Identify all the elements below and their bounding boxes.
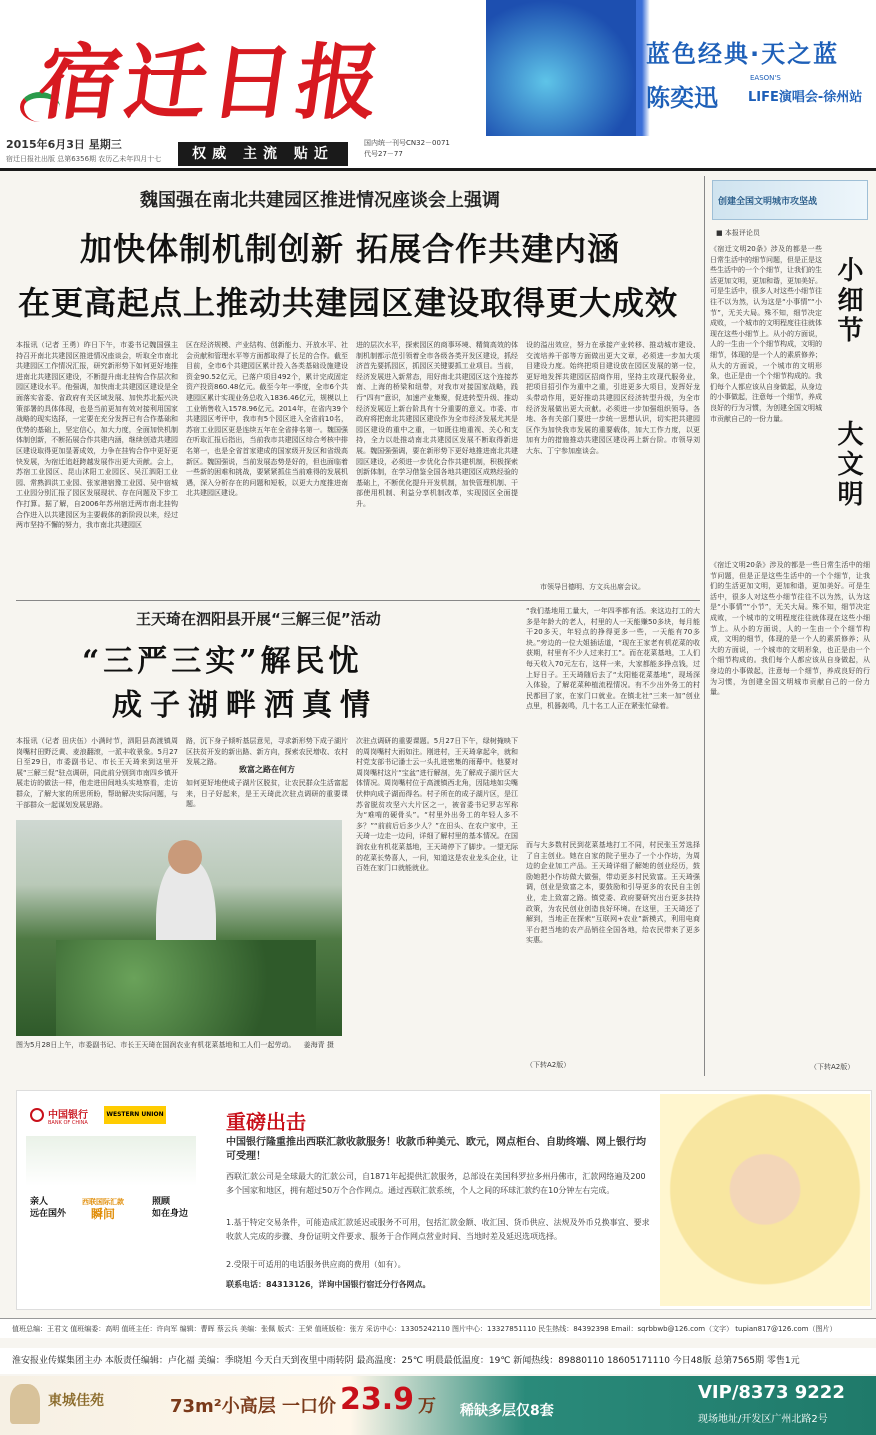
story1-headline-1: 加快体制机制创新 拓展合作共建内涵	[80, 230, 621, 268]
story2-column-1: 本报讯（记者 田庆伍）小满时节，泗阳县高渡镇周岗嘴村田野泛黄、麦浪翻滚，一派丰收景象。5月27日至29日，市委副书记、市长王天琦来到这里开展“三解三促”驻点调研，同此前分别到市南四乡镇开展走访的做法一样，他走进田间地头实地察看，走访群众，了解大家的所思所盼，帮助解决实际问题，与干部群众一起谋划发展思路。	[16, 737, 178, 809]
bottom-advertisement[interactable]	[0, 1376, 876, 1435]
photo-crops	[56, 940, 316, 1036]
ad-liquor-brand: 蓝色经典·天之蓝	[646, 40, 840, 68]
photo-caption	[16, 1040, 342, 1050]
issue-subline: 宿迁日报社出版 总第6356期 农历乙未年四月十七	[6, 155, 162, 163]
story-divider	[16, 600, 700, 601]
footer-info-bar: 淮安报业传媒集团主办 本版责任编辑：卢化福 美编：季晓旭 今天白天到夜里中雨转阴 最高温度：25℃ 明晨最低温度：19℃ 新闻热线：89880110 18605171110 今日48版 总第7565期 零售1元	[0, 1348, 876, 1374]
bank-ad-subtitle: 中国银行隆重推出西联汇款收款服务！收款币种美元、欧元，网点柜台、自助终端、网上银行均可受理！	[226, 1137, 646, 1162]
singer-figure-image	[486, 0, 636, 136]
story2-column-2b: 如何更好地使成子湖片区脱贫，让农民群众生活富起来，日子好起来，是王天琦此次驻点调研的重要课题。	[186, 779, 348, 809]
tag-right-2: 如在身边	[152, 1209, 189, 1219]
story2-subhead: 致富之路在何方	[239, 765, 295, 774]
ad-singer-name: 陈奕迅	[646, 84, 718, 112]
story1-column-3: 进的层次水平，探索园区的商事环境、精简高效的体制机制都示范引领着全市各级各类开发区建设，抓经济首先要抓园区，抓园区关键要抓工业项目。当前，经济发展进入新常态，用好南北共建园区这个连接苏南、上海的桥梁和纽带，对我市对接国家战略，践行“四有”意识，加速产业集聚，促进转型升级、推动经济发展迈上新台阶具有十分重要的意义。市委、市政府将把南北共建园区建设作为全市经济发展尤其是园区建设的重中之重，一如既往地重视、关心和支持，全力以赴推动南北共建园区发展不断取得新进展。魏国强强调，要在新形势下更好地推进南北共建园区建设，必须进一步优化合作共建机制，积极探索创新体制，在学习借鉴全国各地共建园区成熟经验的基础上，不断优化提升开发机制，加快管理机制、干部使用机制、利益分享机制改革，实现园区全面提升。	[356, 341, 518, 508]
farm-work-photo	[16, 820, 342, 1036]
estate-price-unit: 万	[418, 1396, 436, 1417]
photo-caption-text: 图为5月28日上午，市委副书记、市长王天琦在国润农业有机花菜基地和工人们一起劳动。	[16, 1041, 296, 1049]
story1-byline: 市领导吕德明、方文兵出席会议。	[540, 583, 645, 591]
story2-headline-1: “三严三实”解民忧	[82, 644, 363, 679]
story1-headline-2: 在更高起点上推动共建园区建设取得更大成效	[18, 284, 679, 322]
bank-ad-para-1: 西联汇款公司是全球最大的汇款公司，自1871年起提供汇款服务，总部设在美国科罗拉多州丹佛市，汇款网络遍及200多个国家和地区，拥有超过50万个合作网点。通过西联汇款系统，个人之间的环球汇款约在10分钟左右完成。	[226, 1172, 646, 1195]
sidebar-title-2: 大文明	[833, 420, 863, 510]
sidebar-rule	[704, 176, 705, 1076]
story1-column-1: 本报讯（记者 王勇）昨日下午，市委书记魏国强主持召开南北共建园区推进情况座谈会，听取全市南北共建园区工作情况汇报，研究新形势下如何更好地推进南北共建园区建设，不断提升南北挂钩合作层次和园区建设水平。他强调，加快南北共建园区建设是全面落实省委、省政府有关区域发展、加快苏北振兴决策部署的具体体现，也是当前更加有效对接利用国家战略的现实选择，一定要在充分发挥已有合作基础和优势的基础上，坚定信心，加大力度，全面加快机制体制创新，不断拓展合作共建内涵，继续创造共建园区建设取得更加显著成效，力争在挂钩合作中更好更快发展，为宿迁追赶跨越发展作出更大贡献。会上，苏宿工业园区、昆山沭阳工业园区、吴江泗阳工业园、常熟泗洪工业园、张家港宿豫工业园、吴中宿城工业园分别汇报了园区发展现状、存在问题及下步工作打算。据了解，自2006年苏州宿迁两市南北挂钩合作进入以共建园区为主要载体的新阶段以来，经过两市坚持不懈的努力，我市南北共建园区	[16, 341, 178, 530]
story2-column-5: 而与大多数村民到花菜基地打工不同，村民张玉芳选择了自主创业。她在自家的院子里办了一个小作坊，为周边的企业加工产品。王天琦详细了解她的创业经历，鼓励她把小作坊做大做强，带动更多村民致富。王天琦强调，创业是致富之本，要鼓励和引导更多的农民自主创业，走上致富之路。镇党委、政府要研究出台更多扶持政策，为农民创业创造良好环境。在这里，王天琦还了解到，当地正在探索“互联网+农业”新模式，利用电商平台把当地的农产品销往全国各地，给农民带来了更多实惠。	[526, 841, 700, 945]
sidebar-text-bottom: 《宿迁文明20条》涉及的都是一些日常生活中的细节问题，但是正是这些生活中的一个个细节，让我们的生活更加文明，更加和谐，更加美好。可是生活中，很多人对这些小细节往往不以为然，认为这是“小事情”“小节”，无关大局。殊不知，细节决定成败，一个城市的文明程度往往就体现在这些小细节上。从小的方面说，人的一生由一个个细节构成，文明的细节，体现的是一个人的素质修养；从大的方面说，一个城市的文明形象，也正是由一个个细节构成的。我们每个人都应该从自身做起，从身边的小事做起，注意每一个细节，养成良好的行为习惯，为创建全国文明城市贡献自己的一份力量。	[710, 561, 870, 697]
tag-right	[152, 1196, 188, 1220]
tag-mid	[82, 1196, 124, 1220]
ad-eason-label: EASON'S	[750, 74, 781, 82]
photo-person-head	[168, 840, 202, 874]
bank-ad-para-3: 2.受限于可适用的电话服务供应商的费用（如有）。	[226, 1260, 406, 1269]
story1-kicker: 魏国强在南北共建园区推进情况座谈会上强调	[140, 190, 500, 211]
sidebar-text-top: 《宿迁文明20条》涉及的都是一些日常生活中的细节问题，但是正是这些生活中的一个个细节，让我们的生活更加文明，更加和谐，更加美好。可是生活中，很多人对这些小细节往往不以为然，认为这是“小事情”“小节”，无关大局。殊不知，细节决定成败，一个城市的文明程度往往就体现在这些小细节上。从小的方面说，人的一生由一个个细节构成，文明的细节，体现的是一个人的素质修养；从大的方面说，一个城市的文明形象，也正是由一个个细节构成的。我们每个人都应该从自身做起，从身边的小事做起，注意每一个细节，养成良好的行为习惯，为创建全国文明城市贡献自己的一份力量。	[710, 245, 822, 423]
sidebar-title-1: 小细节	[833, 256, 863, 346]
issn-number: 国内统一刊号CN32－0071	[364, 139, 450, 147]
tag-left-1: 亲人	[30, 1197, 49, 1207]
story2-column-2: 路，沉下身子倾听基层意见，寻求新形势下成子湖片区扶贫开发的新出路、新方向，探索农民增收、农村发展之路。	[186, 737, 348, 767]
story2-column-4: “我们基地用工量大，一年四季都有活。来这边打工的大多是年龄大的老人，村里的人一天能赚50多块，每月能干20多天，年轻点的挣得更多一些，一天能有70多块。”旁边的一位大姐插话道，“现在王家老有机花菜的收获期，村里有不少人过来打工”。而在花菜基地，工人们每天收入70元左右，这样一来，大家都能多挣点钱，过上好日子。王天琦随后去了“太阳能花菜基地”，现场深入体验，了解花菜种植流程情况。有不少出外务工的村民都回了家，在家门口就业。在镇北社“三来一加”创业点里，机器轰鸣，几十名工人正在紧张忙碌着。	[526, 607, 700, 711]
masthead-rule	[0, 168, 876, 171]
story2-headline-2: 成子湖畔洒真情	[112, 688, 378, 723]
estate-mid: 稀缺多层仅8套	[460, 1403, 554, 1419]
tag-left	[30, 1196, 66, 1220]
sidebar-continued: （下转A2版）	[810, 1063, 855, 1071]
story2-column-3: 次驻点调研的重要课题。5月27日下午，绿树掩映下的周岗嘴村大雨如注。刚进村，王天琦拿起伞，就和村党支部书记潘士云一头扎进密集的雨幕中。他要对周岗嘴村这片“宝盆”进行解剖，先了解成子湖片区大体情况。周岗嘴村位于高渡镇西北角，因陆地如尖嘴伏伸向成子湖而得名。村子所在的成子湖片区，是江苏省脱贫攻坚六大片区之一，被省委书记罗志军称为“难啃的硬骨头”。“村里外出务工的年轻人多不多？”“前前后后多少人？”在田头、在农户家中，王天琦一边走一边问，详细了解村里的基本情况。在国润农业有机花菜基地，王天琦停下了脚步。一望无际的花菜长势喜人，一问，知道这是农业龙头企业，让百姓在家门口就能就业。	[356, 737, 518, 873]
photo-credit: 姜海青 摄	[303, 1041, 334, 1049]
sidebar-label: ■ 本报评论员	[716, 229, 760, 237]
editor-credits: 值班总编：王君文 值班编委：高明 值班主任：许向军 编辑：曹晖 蔡云兵 美编：张佩 版式：王荣 值班版检：张方 采访中心：13305242110 图片中心：13327851110 民生热线：84392398 Email：sqrbbwb@126.com（文字） tupian817@126.com（图片）	[0, 1318, 876, 1338]
tag-right-1: 照顾	[152, 1197, 171, 1207]
tag-mid-2: 瞬间	[90, 1207, 115, 1221]
estate-price: 23.9	[340, 1382, 415, 1417]
estate-address: 现场地址/开发区广州北路2号	[698, 1414, 828, 1425]
bank-of-china-icon	[30, 1108, 44, 1122]
estate-slogan: 73m²小高层 一口价	[170, 1396, 336, 1417]
slogan-banner: 权威 主流 贴近	[178, 142, 348, 166]
bank-brand-en: BANK OF CHINA	[48, 1120, 88, 1126]
bank-ad-contact: 联系电话：84313126，详询中国银行宿迁分行各网点。	[226, 1280, 431, 1289]
newspaper-logo: 宿迁日报	[32, 35, 390, 131]
building-icon	[10, 1384, 40, 1424]
estate-brand: 東城佳苑	[48, 1393, 104, 1409]
estate-vip: VIP/8373 9222	[698, 1382, 845, 1403]
bank-ad-title: 重磅出击	[226, 1110, 306, 1134]
tag-left-2: 远在国外	[30, 1209, 67, 1219]
sidebar-banner-text: 创建全国文明城市攻坚战	[718, 197, 818, 207]
story1-column-4: 设的溢出效应，努力在承接产业转移、推动城市建设、交流培养干部等方面做出更大文章，必须进一步加大项目建设力度。始终把项目建设放在园区发展的第一位，更好地发挥共建园区招商作用，坚持主攻现代服务业，把项目招引作为重中之重，引进更多大项目，发挥好龙头带动作用，更好推动共建园区经济转型升级，为全市经济发展做出更大贡献。必须进一步加强组织领导。各地、各有关部门要进一步统一思想认识，切实把共建园区作为加快我市发展的重要载体，加大工作力度，以更加有力的措施推动共建园区建设再上新台阶。市领导刘大东、丁宁参加座谈会。	[526, 341, 700, 455]
story2-continued: （下转A2版）	[526, 1061, 571, 1069]
story2-kicker: 王天琦在泗阳县开展“三解三促”活动	[136, 610, 381, 628]
top-advertisement[interactable]	[486, 0, 876, 136]
ad-concert-name: LIFE演唱会-徐州站	[748, 90, 863, 105]
story1-column-2: 区在经济规模、产业结构、创新能力、开放水平、社会贡献和管理水平等方面都取得了长足的合作。截至目前，全市6个共建园区累计投入各类基础设施建设资金90.52亿元，已落户项目492个，累计完成固定资产投资860.48亿元。截至今年一季度，全市6个共建园区累计实现业务总收入1836.46亿元，规模以上工业销售收入1578.96亿元。2014年，在省内39个共建园区考评中，我市有5个园区进入全省前10名，苏宿工业园区更是连续五年在全省排名第一。魏国强在听取汇报后指出，当前我市共建园区综合考核中排名第一，也是全省首家建成的国家级开发区和省级高新区。魏国强说，当前发展态势是好的，但也面临着一些新的困难和挑战，要紧紧抓住当前难得的发展机遇，深入分析存在的问题和短板，以更大力度推进南北共建园区建设。	[186, 341, 348, 498]
bank-ad-para-2: 1.基于特定交易条件，可能造成汇款延迟或服务不可用，包括汇款金额、收汇国、货币供应、法规及外币兑换事宜、要求收款人完成的步骤、身份证明文件要求、服务于合作网点营业时间、当地时差及延迟选项选择。	[226, 1218, 650, 1241]
issue-date: 2015年6月3日 星期三	[6, 138, 122, 151]
western-union-logo: WESTERN UNION	[104, 1106, 166, 1124]
issn-code: 代号27－77	[364, 150, 403, 158]
bank-brand: 中国银行	[48, 1110, 88, 1121]
issn-block	[364, 138, 450, 160]
family-photo	[660, 1094, 870, 1306]
world-map-graphic	[26, 1136, 196, 1186]
tag-mid-1: 西联国际汇款	[82, 1198, 124, 1206]
